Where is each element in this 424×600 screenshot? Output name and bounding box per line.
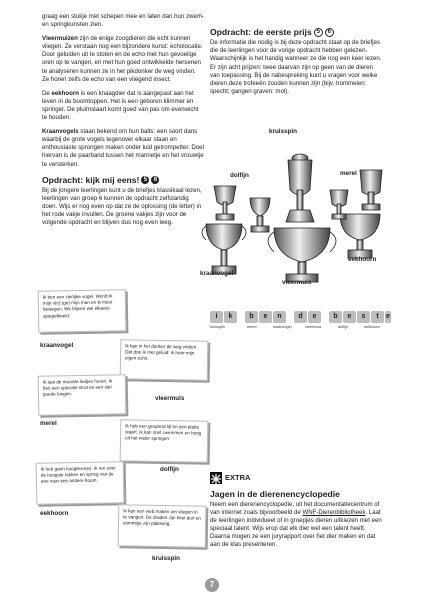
vleermuizen-paragraph: Vleermuizen zijn de enige zoogdieren die echt kunnen vliegen. Ze verstaan nog een bijzondere kunst: echolocatie. Door geluiden uit te stoten en de echo met hun gevoelige oren op te vangen, en met hun goed ontwikkelde hersenen te analyseren kunnen ze in het pikdonker de weg vinden. Ze horen zelfs de echo van een vliegend insect. — [42, 35, 203, 83]
extra-icon — [210, 472, 222, 484]
trophy-label-dolfijn: dolfijn — [230, 172, 249, 179]
kraanvogels-paragraph: Kraanvogels staan bekend om hun balts: een soort dans waarbij de grote vogels tegenover elkaar staan en enthousiaste sprongen maken onder luid getrompetter. Doel hiervan is de paarband tussen het mannetje en het vrouwtje te versterken. — [42, 128, 204, 168]
tile-10: s — [357, 311, 370, 323]
right-column — [210, 27, 384, 102]
extra-section — [210, 489, 384, 556]
riddle-card-kruisspin: Ik kan een web maken om vliegen in te vangen. De draden zijn heel dun en sommige zijn plakkerig. — [118, 504, 207, 548]
opdracht-prijs-title: Opdracht: de eerste prijs 5 6 — [210, 27, 384, 37]
trophy-label-vleermuis: vleermuis — [282, 279, 312, 286]
opdracht-kijk-text: Bij de jongere leerlingen kunt u de briefjes klassikaal lezen, leerlingen van groep 6 kunnen de opdracht zelfstandig doen. Wijs er nog even op dat ze de oplossing (de letter) in het rode vakje invullen. De groene vakjes zijn voor de volgende opdracht en blijven dus nog even leeg. — [42, 186, 202, 226]
intro-paragraph: graag een stukje met schepen mee en laten dan hun zwem- en springkunsten zien. — [42, 13, 204, 29]
tile-3: b — [245, 311, 258, 323]
answer-label-eekhoorn: eekhoorn — [40, 510, 69, 517]
tile-sub-kruisspin: kruisspin — [210, 325, 225, 329]
wnf-link[interactable]: WNF-Dierenbibliotheek — [302, 509, 366, 517]
answer-label-vleermuis: vleermuis — [155, 395, 185, 402]
tile-2: k — [224, 311, 237, 323]
riddle-card-eekhoorn: Ik heb geen hoogtevrees. Ik ren over de hoogste takken en spring van de ene naar een andere boom. — [36, 461, 125, 505]
tile-8: b — [329, 311, 342, 323]
answer-label-kruisspin: kruisspin — [152, 555, 180, 562]
extra-text: Neem een dierenencyclopedie, uit het documentatiecentrum of van internet zoals bijvoorbeeld de WNF-Dierenbibliotheek. Laat de leerlingen individueel of in groepjes dieren uitkiezen met een speciaal talent. Wijs erop dat elk dier wel een talent heeft. Daarna mogen ze een juryrapport over het dier maken en dat aan de klas presenteren. — [210, 501, 382, 549]
riddle-card-kraanvogel: Ik ben een sierlijke vogel. Wordt ik mijn v(n) (ge) mijn man en ik mooi bewegen. We blijven wel elkaars spiegelbeeld. — [38, 289, 127, 333]
opdracht-prijs-text: De informatie die nodig is bij deze opdracht staat op de briefjes die de leerlingen voor de vorige opdracht hebben gelezen. Waarschijnlijk is het handig wanneer ze die nog een keer lezen. Er zijn acht prijzen: twee daarvan zijn op geen van de dieren van toepassing. Bij de nabespreking kunt u vragen voor welke dieren deze trofeeën zouden kunnen zijn (bijv. trommelen: specht; gangen graven: mol). — [210, 39, 382, 95]
riddle-card-merel: Ik laat de mooiste liedjes horen. Ik ben een speciale strot en een stel goede longen. — [38, 374, 127, 416]
tile-sub-kraanvogel: kraanvogel — [273, 325, 292, 329]
badge-6-outline: 6 — [325, 28, 334, 37]
tile-1: i — [210, 311, 223, 323]
trophy-label-eekhoorn: eekhoorn — [348, 256, 377, 263]
tile-sub-merel: merel — [247, 325, 257, 329]
eekhoorn-paragraph: De eekhoorn is een knaagdier dat is aangepast aan het leven in de boomtoppen. Het is een geboren klimmer en springer. De pluimstaart komt goed van pas om evenwicht te houden. — [42, 89, 199, 122]
tile-4: e — [259, 311, 272, 323]
tile-5: n — [273, 311, 286, 323]
tile-12: e — [385, 311, 391, 323]
answer-label-merel: merel — [40, 420, 57, 427]
badge-5: 5 — [141, 176, 149, 184]
trophy-label-kraanvogel: kraanvogel — [200, 270, 234, 277]
answer-tiles — [210, 311, 390, 335]
extra-title: Jagen in de dierenencyclopedie — [210, 489, 340, 499]
page-number: 7 — [205, 578, 219, 592]
tile-9: e — [343, 311, 356, 323]
opdracht-kijk-title: Opdracht: kijk mij eens! 5 6 — [42, 175, 204, 185]
answer-label-dolfijn: dolfijn — [160, 466, 179, 473]
tile-11: t — [371, 311, 384, 323]
left-column — [42, 13, 204, 233]
trophy-area — [200, 128, 392, 298]
badge-6: 6 — [151, 176, 159, 184]
extra-label: EXTRA — [225, 473, 251, 482]
trophy-label-kruisspin: kruisspin — [269, 128, 297, 135]
answer-label-kraanvogel: kraanvogel — [40, 342, 74, 349]
riddle-card-dolfijn: Ik heb een gespierd lijf en een platte staart. Ik kan snel zwemmen en hoog uit het water springen. — [120, 419, 209, 463]
tile-sub-vleermuis: vleermuis — [305, 325, 322, 329]
tile-sub-eekhoorn: eekhoorn — [364, 325, 380, 329]
tile-6: d — [294, 311, 307, 323]
tile-sub-dolfijn: dolfijn — [338, 325, 348, 329]
badge-5-outline: 5 — [314, 28, 323, 37]
tile-7: e — [308, 311, 321, 323]
trophy-label-merel: merel — [340, 170, 357, 177]
riddle-card-vleermuis: Ik kan in het donker de weg vinden. Dat doe ik met geluid: ik hoor mijn eigen echo. — [120, 339, 209, 381]
